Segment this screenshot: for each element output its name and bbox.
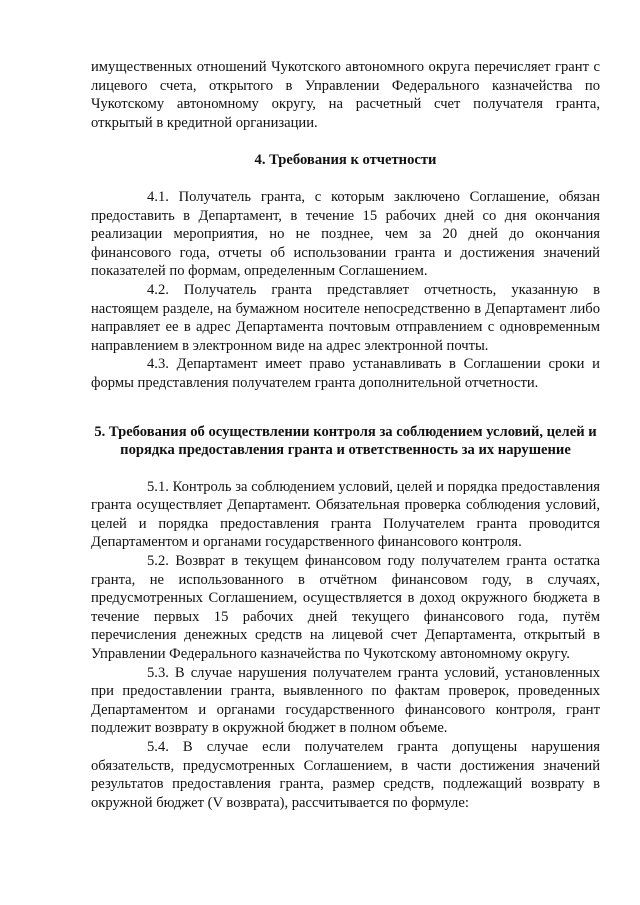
paragraph-4-3: 4.3. Департамент имеет право устанавливать в Соглашении сроки и формы представления получателем гранта дополнительной отчетности.	[91, 356, 600, 391]
section-5-heading: 5. Требования об осуществлении контроля за соблюдением условий, целей и порядка предоставления гранта и ответственность за их нарушение	[94, 423, 597, 459]
paragraph-5-4: 5.4. В случае если получателем гранта допущены нарушения обязательств, предусмотренных Соглашением, в части достижения значений результатов предоставления гранта, размер средств, подлежащий возврату в окружной бюджет (V возврата), рассчитывается по формуле:	[91, 739, 600, 811]
paragraph-4-2: 4.2. Получатель гранта представляет отчетность, указанную в настоящем разделе, на бумажном носителе непосредственно в Департамент либо направляет ее в адрес Департамента почтовым отправлением с одновременным направлением в электронном виде на адрес электронной почты.	[91, 281, 600, 354]
section-4-heading: 4. Требования к отчетности	[254, 152, 437, 169]
document-body	[91, 58, 600, 812]
paragraph-4-1: 4.1. Получатель гранта, с которым заключено Соглашение, обязан предоставить в Департамент, в течение 15 рабочих дней со дня окончания реализации мероприятия, но не позднее, чем за 20 дней до окончания финансового года, отчеты об использовании гранта и достижения значений показателей по формам, определенным Соглашением.	[91, 188, 600, 280]
paragraph-5-2: 5.2. Возврат в текущем финансовом году получателем гранта остатка гранта, не использованного в отчётном финансовом году, в случаях, предусмотренных Соглашением, осуществляется в доход окружного бюджета в течение первых 15 рабочих дней текущего финансового года, путём перечисления денежных средств на лицевой счет Департамента, открытый в Управлении Федерального казначейства по Чукотскому автономному округу.	[91, 553, 600, 663]
paragraph-5-1: 5.1. Контроль за соблюдением условий, целей и порядка предоставления гранта осуществляет Департамент. Обязательная проверка соблюдения условий, целей и порядка предоставления гранта Получателем гранта проводится Департаментом и органами государственного финансового контроля.	[91, 478, 600, 551]
paragraph-5-3: 5.3. В случае нарушения получателем гранта условий, установленных при предоставлении гранта, выявленного по фактам проверок, проведенных Департаментом и органами государственного финансового контроля, грант подлежит возврату в окружной бюджет в полном объеме.	[91, 664, 600, 737]
intro-paragraph: имущественных отношений Чукотского автономного округа перечисляет грант с лицевого счета, открытого в Управлении Федерального казначейства по Чукотскому автономному округу, на расчетный счет получателя гранта, открытый в кредитной организации.	[91, 59, 600, 131]
